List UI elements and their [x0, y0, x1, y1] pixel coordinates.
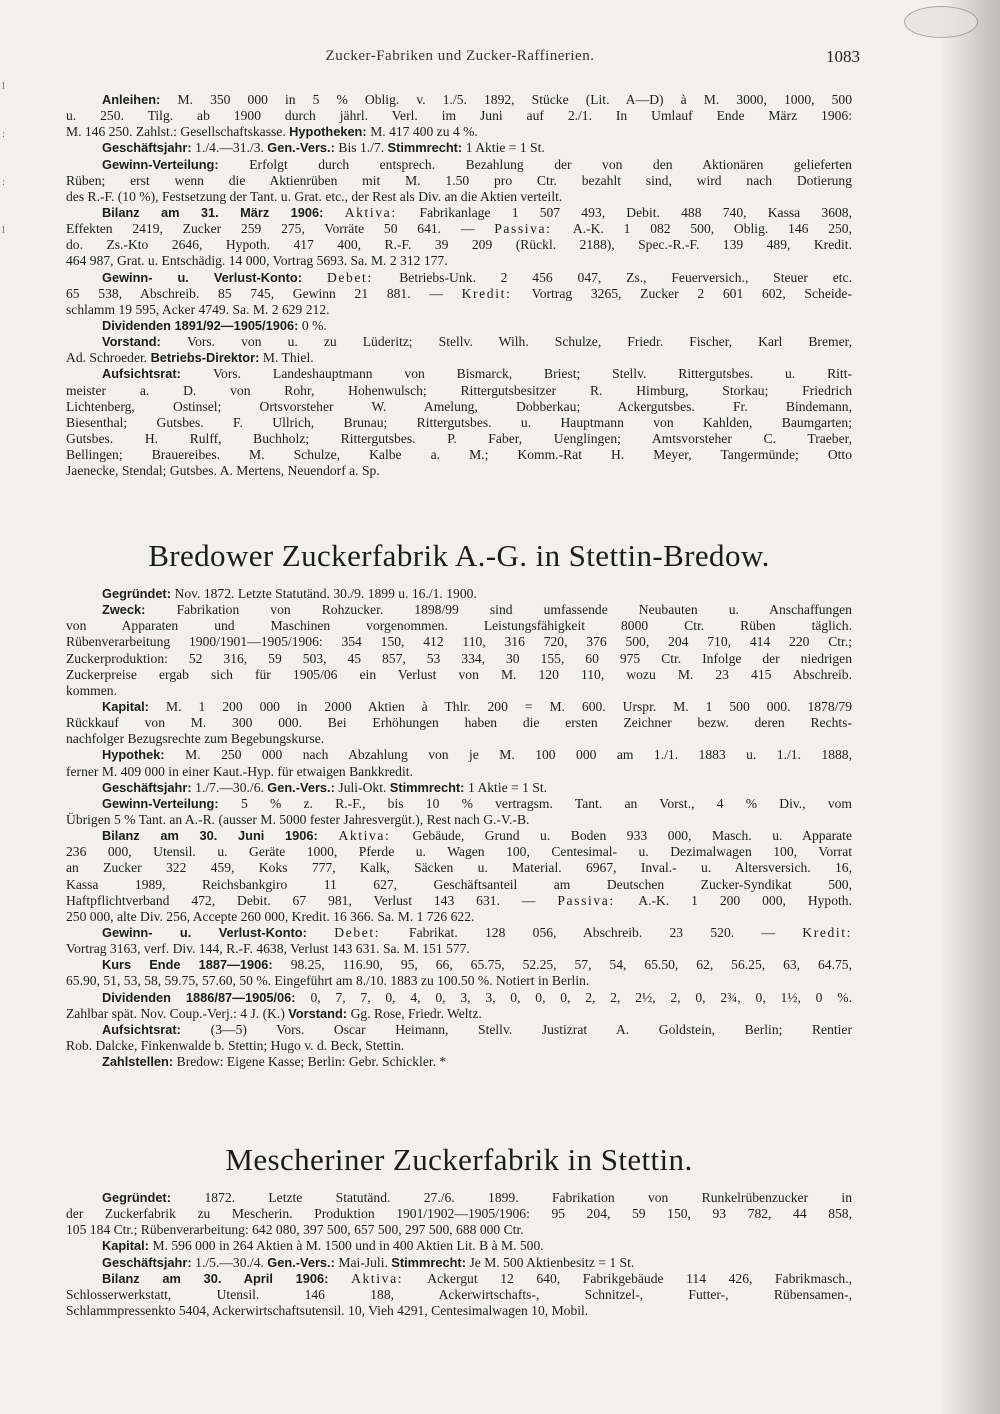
text-segment: Gutsbes. H. Rulff, Buchholz; Rittergutsbes. P. Faber, Uenglingen; Amtsvorsteher C. Traeber,: [66, 430, 852, 446]
text-segment: Vortrag 3265, Zucker 2 601 602, Scheide-: [531, 285, 852, 301]
text-segment: nachfolger Bezugsrechte zum Begebungskurse.: [66, 731, 325, 747]
text-line: [66, 586, 852, 602]
text-segment: Zahlbar spät. Nov. Coup.-Verj.: 4 J. (K.): [66, 1005, 289, 1021]
text-line: [66, 618, 852, 634]
text-segment: A.-K. 1 200 000, Hypoth.: [638, 892, 852, 908]
text-line: [66, 124, 852, 140]
text-line: [66, 1022, 852, 1038]
text-segment: (3—5) Vors. Oscar Heimann, Stellv. Justizrat A. Goldstein, Berlin; Rentier: [210, 1021, 852, 1037]
text-line: [66, 157, 852, 173]
company-title-bredower: Bredower Zuckerfabrik A.-G. in Stettin-Bredow.: [148, 538, 770, 573]
running-title: Zucker-Fabriken und Zucker-Raffinerien.: [325, 48, 595, 64]
entry-keyword: Geschäftsjahr:: [102, 1254, 196, 1270]
text-segment: Betriebs-Unk. 2 456 047, Zs., Feuerversich., Steuer etc.: [399, 269, 852, 285]
text-line: [66, 764, 852, 780]
text-line: [66, 602, 852, 618]
text-segment: 65 538, Abschreib. 85 745, Gewinn 21 881. —: [66, 285, 462, 301]
entry-keyword: Betriebs-Direktor:: [150, 350, 263, 366]
text-line: [66, 253, 852, 269]
entry-keyword: Gegründet:: [102, 1190, 205, 1205]
text-segment: 98.25, 116.90, 95, 66, 65.75, 52.25, 57, 54, 65.50, 62, 56.25, 63, 64.75,: [290, 957, 852, 973]
entry-keyword: Aufsichtsrat:: [102, 1021, 211, 1037]
text-line: [66, 205, 852, 221]
text-line: [66, 1255, 852, 1271]
text-segment: A.-K. 1 082 500, Oblig. 146 250,: [572, 221, 852, 237]
text-segment: Schlammpressenkto 5404, Ackerwirtschaftsutensil. 10, Vieh 4291, Centesimalwagen 10, Mobil.: [66, 1302, 589, 1318]
text-segment: Ackergut 12 640, Fabrikgebäude 114 426, Fabrikmasch.,: [427, 1270, 852, 1286]
text-segment: Bredow: Eigene Kasse; Berlin: Gebr. Schickler. *: [176, 1054, 447, 1070]
text-line: [66, 366, 852, 382]
text-segment: M. 417 400 zu 4 %.: [370, 124, 478, 140]
text-segment: u. 250. Tilg. ab 1900 durch jährl. Verl. im Juni auf 2./1. In Umlauf Ende März 1906:: [66, 108, 852, 124]
text-segment: meister a. D. von Rohr, Hohenwulsch; Rittergutsbesitzer R. Himburg, Storkau; Friedrich: [66, 382, 852, 398]
entry-keyword: Hypothek:: [102, 747, 186, 763]
text-line: [66, 1238, 852, 1254]
text-line: [66, 812, 852, 828]
text-segment: M. 350 000 in 5 % Oblig. v. 1./5. 1892, Stücke (Lit. A—D) à M. 3000, 1000, 500: [177, 92, 852, 107]
text-segment: kommen.: [66, 682, 117, 698]
section-anleihen-entry: [66, 92, 852, 479]
text-segment: do. Zs.-Kto 2646, Hypoth. 417 400, R.-F. 39 209 (Rückl. 2188), Spec.-R.-F. 139 489, Kredit.: [66, 237, 852, 253]
text-segment: 0, 7, 7, 0, 4, 0, 3, 3, 0, 0, 0, 2, 2, 2½, 2, 0, 2¾, 0, 1½, 0 %.: [310, 989, 852, 1005]
entry-keyword: Gewinn-Verteilung:: [102, 795, 241, 811]
text-segment: Bellingen; Brauereibes. M. Schulze, Kalbe a. M.; Komm.-Rat H. Meyer, Tangermünde; Otto: [66, 447, 852, 463]
entry-keyword: Stimmrecht:: [387, 140, 466, 156]
section-bredower: [66, 538, 852, 1070]
entry-keyword: Gen.-Vers.:: [267, 1254, 339, 1270]
text-segment: 1./4.—31./3.: [195, 140, 268, 156]
text-segment: ferner M. 409 000 in einer Kaut.-Hyp. für etwaigen Bankkredit.: [66, 763, 413, 779]
text-line: [66, 990, 852, 1006]
text-line: [66, 925, 852, 941]
text-segment: Zuckerpreise ergab sich für 1905/06 ein Verlust von M. 120 110, wozu M. 23 415 Abschreib.: [66, 666, 852, 682]
text-line: [66, 973, 852, 989]
library-stamp-mark: [904, 6, 978, 38]
entry-keyword: Dividenden 1886/87—1905/06:: [102, 989, 311, 1005]
text-segment: 1 Aktie = 1 St.: [465, 140, 545, 156]
text-segment: Lichtenberg, Ostinsel; Ortsvorsteher W. Amelung, Dobberkau; Ackergutsbes. Fr. Bindemann,: [66, 398, 852, 414]
entry-keyword: Hypotheken:: [289, 124, 371, 140]
text-line: [66, 780, 852, 796]
text-segment: Übrigen 5 % Tant. an A.-R. (ausser M. 5000 fester Jahresvergüt.), Rest nach G.-V.-B.: [66, 811, 530, 827]
text-line: [66, 1006, 852, 1022]
text-line: [66, 140, 852, 156]
text-line: [66, 941, 852, 957]
spaced-label: Passiva:: [557, 892, 639, 908]
spaced-label: Debet:: [334, 924, 410, 940]
bredower-body: [66, 586, 852, 1070]
text-segment: Fabrikat. 128 056, Abschreib. 23 520. —: [409, 924, 803, 940]
text-segment: Vortrag 3163, verf. Div. 144, R.-F. 4638, Verlust 143 631. Sa. M. 151 577.: [66, 941, 470, 957]
text-line: [66, 683, 852, 699]
text-segment: M. 596 000 in 264 Aktien à M. 1500 und in 400 Aktien Lit. B à M. 500.: [152, 1238, 544, 1254]
text-segment: 250 000, alte Div. 256, Accepte 260 000, Kredit. 16 366. Sa. M. 1 726 622.: [66, 908, 475, 924]
text-segment: Fabrikation von Rohzucker. 1898/99 sind umfassende Neubauten u. Anschaffungen: [176, 602, 852, 618]
text-segment: 236 000, Utensil. u. Geräte 1000, Pferde u. Wagen 100, Centesimal- u. Dezimalwagen 100, Vorrat: [66, 844, 852, 860]
text-segment: Mai-Juli.: [338, 1254, 392, 1270]
text-line: [66, 1190, 852, 1206]
text-segment: des R.-F. (10 %), Festsetzung der Tant. u. Grat. etc., der Rest als Div. an die Aktien verteilt.: [66, 188, 563, 204]
text-line: [66, 893, 852, 909]
entry-keyword: Gegründet:: [102, 586, 175, 601]
text-segment: Schlosserwerkstatt, Utensil. 146 188, Ackerwirtschafts-, Schnitzel-, Futter-, Rübensamen-,: [66, 1286, 852, 1302]
text-line: [66, 447, 852, 463]
page-header: [60, 48, 860, 72]
entry-keyword: Gewinn- u. Verlust-Konto:: [102, 269, 327, 285]
text-line: [66, 415, 852, 431]
text-segment: Je M. 500 Aktienbesitz = 1 St.: [469, 1254, 635, 1270]
text-segment: Bis 1./7.: [338, 140, 388, 156]
text-segment: 0 %.: [301, 317, 327, 333]
text-segment: M. 146 250. Zahlst.: Gesellschaftskasse.: [66, 124, 290, 140]
text-line: [66, 173, 852, 189]
text-line: [66, 667, 852, 683]
entry-keyword: Kapital:: [102, 1238, 153, 1254]
text-segment: Kassa 1989, Reichsbankgiro 11 627, Geschäftsanteil am Deutschen Zucker-Syndikat 500,: [66, 876, 852, 892]
spaced-label: Kredit:: [461, 285, 532, 301]
entry-keyword: Gewinn-Verteilung:: [102, 156, 250, 172]
text-segment: Haftpflichtverband 472, Debit. 67 981, Verlust 143 631. —: [66, 892, 558, 908]
entry-keyword: Bilanz am 30. Juni 1906:: [102, 828, 339, 844]
text-segment: Gg. Rose, Friedr. Weltz.: [350, 1005, 482, 1021]
entry-keyword: Stimmrecht:: [389, 779, 468, 795]
text-segment: Rübenverarbeitung 1900/1901—1905/1906: 354 150, 412 110, 316 720, 376 500, 204 710, 414 220 Ctr.;: [66, 634, 852, 650]
entry-keyword: Gen.-Vers.:: [267, 140, 339, 156]
text-segment: 105 184 Ctr.; Rübenverarbeitung: 642 080, 397 500, 657 500, 297 500, 688 000 Ctr.: [66, 1222, 524, 1238]
text-segment: Effekten 2419, Zucker 259 275, Vorräte 50 641. —: [66, 221, 495, 237]
text-line: [66, 302, 852, 318]
text-line: [66, 237, 852, 253]
text-line: [66, 957, 852, 973]
text-segment: Juli-Okt.: [338, 779, 390, 795]
text-line: [66, 699, 852, 715]
text-segment: Jaenecke, Stendal; Gutsbes. A. Mertens, Neuendorf a. Sp.: [66, 463, 380, 479]
text-line: [66, 1303, 852, 1319]
text-segment: Zuckerproduktion: 52 316, 59 503, 45 857, 53 334, 30 155, 60 975 Ctr. Infolge der niedrigen: [66, 650, 852, 666]
text-line: [66, 715, 852, 731]
text-segment: Rüben; erst wenn die Aktienrüben mit M. 1.50 pro Ctr. bezahlt sind, wird nach Dotierung: [66, 172, 852, 188]
text-segment: Ad. Schroeder.: [66, 350, 151, 366]
spaced-label: Debet:: [326, 269, 400, 285]
entry-keyword: Zweck:: [102, 602, 177, 618]
entry-keyword: Kapital:: [102, 698, 167, 714]
text-line: [66, 399, 852, 415]
text-segment: M. Thiel.: [262, 350, 314, 366]
entry-keyword: Geschäftsjahr:: [102, 779, 196, 795]
text-segment: schlamm 19 595, Acker 4749. Sa. M. 2 629 212.: [66, 301, 330, 317]
text-line: [66, 1206, 852, 1222]
entry-keyword: Gewinn- u. Verlust-Konto:: [102, 924, 335, 940]
spaced-label: Aktiva:: [351, 1270, 428, 1286]
text-segment: 1872. Letzte Statutänd. 27./6. 1899. Fabrikation von Runkelrübenzucker in: [204, 1190, 852, 1205]
text-line: [66, 651, 852, 667]
text-line: [66, 383, 852, 399]
section-mescheriner: [66, 1142, 852, 1319]
text-line: [66, 463, 852, 479]
text-line: [66, 634, 852, 650]
company-title-mescheriner: Mescheriner Zuckerfabrik in Stettin.: [225, 1142, 693, 1177]
entry-keyword: Dividenden 1891/92—1905/1906:: [102, 317, 302, 333]
text-segment: M. 1 200 000 in 2000 Aktien à Thlr. 200 = M. 600. Urspr. M. 1 500 000. 1878/79: [166, 698, 852, 714]
text-line: [66, 334, 852, 350]
text-segment: Vors. Landeshauptmann von Bismarck, Briest; Stellv. Rittergutsbes. u. Ritt-: [212, 366, 852, 382]
text-segment: an Zucker 322 459, Koks 777, Kalk, Säcken u. Material. 6967, Inval.- u. Altersversich. 16,: [66, 860, 852, 876]
text-line: [66, 270, 852, 286]
text-segment: M. 250 000 nach Abzahlung von je M. 100 000 am 1./1. 1883 u. 1./1. 1888,: [185, 747, 852, 763]
text-line: [66, 828, 852, 844]
text-segment: 5 % z. R.-F., bis 10 % vertragsm. Tant. an Vorst., 4 % Div., vom: [240, 795, 852, 811]
text-line: [66, 108, 852, 124]
entry-keyword: Geschäftsjahr:: [102, 140, 196, 156]
entry-keyword: Bilanz am 30. April 1906:: [102, 1270, 352, 1286]
spaced-label: Passiva:: [494, 221, 573, 237]
entry-keyword: Aufsichtsrat:: [102, 366, 213, 382]
text-line: [66, 1287, 852, 1303]
text-line: [66, 1054, 852, 1070]
text-segment: 65.90, 51, 53, 58, 59.75, 57.60, 50 %. Eingeführt am 8./10. 1883 zu 100.50 %. Notiert in Berlin.: [66, 973, 590, 989]
entry-keyword: Vorstand:: [102, 334, 187, 350]
text-segment: Rückkauf von M. 300 000. Bei Erhöhungen haben die ersten Zeichner bezw. deren Rechts-: [66, 715, 852, 731]
text-line: [66, 731, 852, 747]
text-line: [66, 844, 852, 860]
text-line: [66, 1222, 852, 1238]
text-line: [66, 350, 852, 366]
text-segment: der Zuckerfabrik zu Mescherin. Produktion 1901/1902—1905/1906: 95 204, 59 150, 93 782, 44 858,: [66, 1206, 852, 1222]
text-line: [66, 92, 852, 108]
entry-keyword: Vorstand:: [288, 1005, 351, 1021]
text-line: [66, 860, 852, 876]
entry-keyword: Gen.-Vers.:: [267, 779, 339, 795]
text-line: [66, 318, 852, 334]
text-line: [66, 877, 852, 893]
text-line: [66, 1038, 852, 1054]
mescheriner-body: [66, 1190, 852, 1319]
text-line: [66, 189, 852, 205]
text-line: [66, 747, 852, 763]
text-segment: Fabrikanlage 1 507 493, Debit. 488 740, Kassa 3608,: [419, 204, 852, 220]
scan-shadow-edge: [940, 0, 1000, 1414]
text-segment: 464 987, Grat. u. Entschädig. 14 000, Vortrag 5693. Sa. M. 2 312 177.: [66, 253, 448, 269]
entry-keyword: Anleihen:: [102, 92, 178, 107]
page-number: 1083: [826, 47, 860, 66]
spaced-label: Aktiva:: [338, 828, 413, 844]
entry-keyword: Stimmrecht:: [391, 1254, 470, 1270]
text-segment: 1./7.—30./6.: [195, 779, 268, 795]
entry-keyword: Zahlstellen:: [102, 1054, 177, 1070]
text-line: [66, 286, 852, 302]
text-line: [66, 909, 852, 925]
left-margin-marks: l : : l: [2, 80, 6, 236]
text-segment: Erfolgt durch entsprech. Bezahlung der von den Aktionären gelieferten: [249, 156, 852, 172]
text-segment: 1 Aktie = 1 St.: [468, 779, 548, 795]
text-line: [66, 1271, 852, 1287]
text-line: [66, 431, 852, 447]
text-segment: 1./5.—30./4.: [195, 1254, 268, 1270]
text-segment: Rob. Dalcke, Finkenwalde b. Stettin; Hugo v. d. Beck, Stettin.: [66, 1037, 405, 1053]
text-segment: Vors. von u. zu Lüderitz; Stellv. Wilh. Schulze, Friedr. Fischer, Karl Bremer,: [187, 334, 852, 350]
text-segment: Biesenthal; Gutsbes. F. Ullrich, Brunau; Rittergutsbes. u. Hauptmann von Kahlden, Baumgarten;: [66, 414, 852, 430]
spaced-label: Kredit:: [802, 924, 852, 940]
spaced-label: Aktiva:: [344, 204, 420, 220]
text-segment: Gebäude, Grund u. Boden 933 000, Masch. u. Apparate: [412, 828, 852, 844]
entry-keyword: Bilanz am 31. März 1906:: [102, 204, 345, 220]
entry-keyword: Kurs Ende 1887—1906:: [102, 957, 291, 973]
text-line: [66, 796, 852, 812]
text-line: [66, 221, 852, 237]
text-segment: von Apparaten und Maschinen vorgenommen. Leistungsfähigkeit 8000 Ctr. Rüben täglich.: [66, 618, 852, 634]
text-segment: Nov. 1872. Letzte Statutänd. 30./9. 1899 u. 16./1. 1900.: [174, 586, 477, 601]
